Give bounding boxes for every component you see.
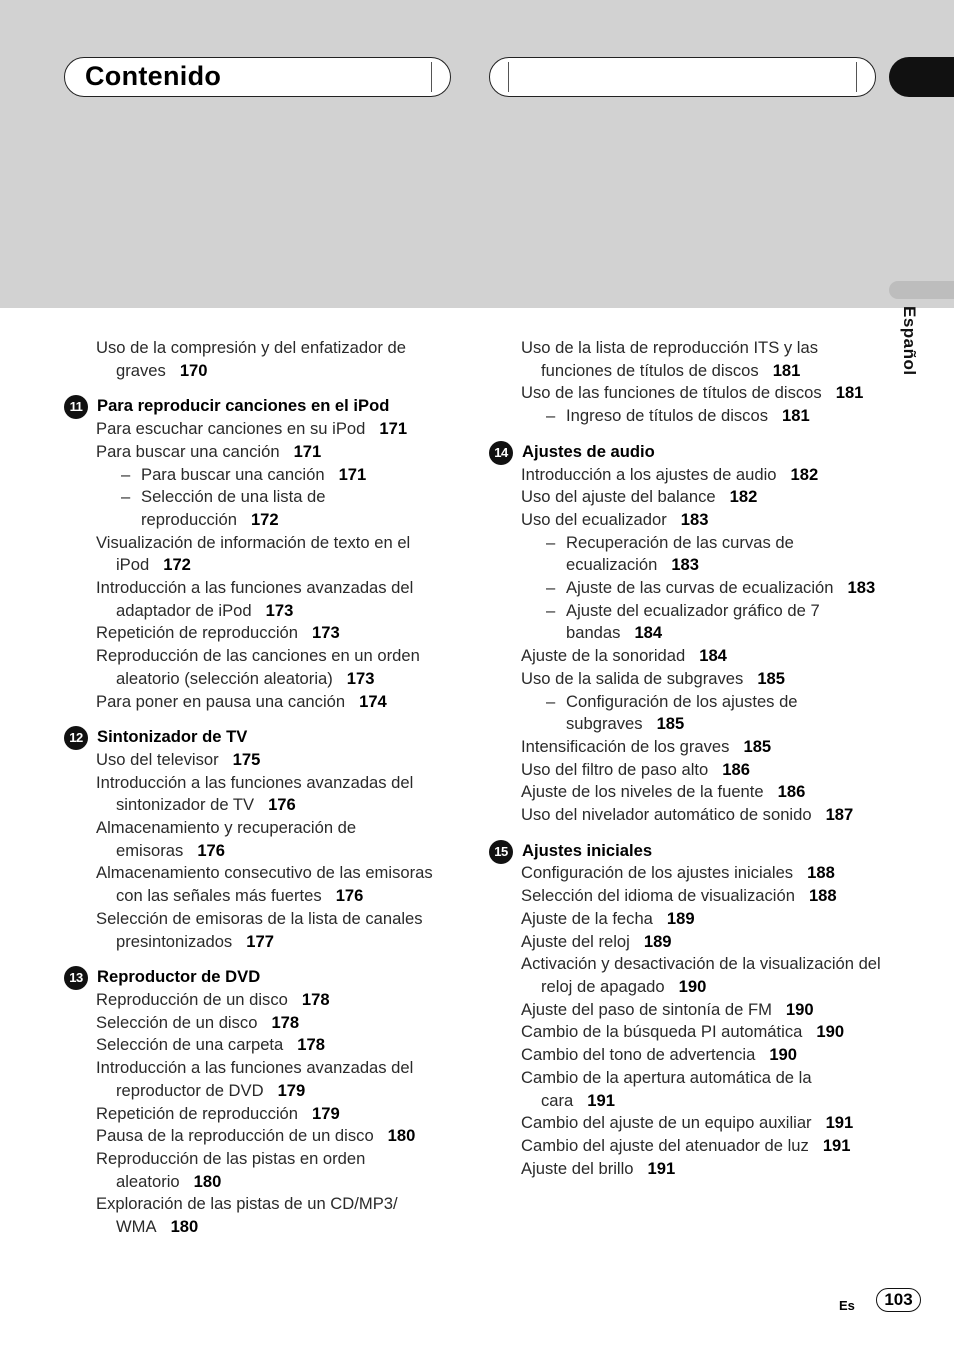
entry-page-number: 180	[387, 1126, 416, 1146]
toc-entry[interactable]	[489, 736, 881, 759]
entry-title: Repetición de reproducción	[96, 1103, 299, 1123]
entry-page-number: 187	[825, 805, 854, 825]
entry-title: Cambio del ajuste de un equipo auxiliar	[521, 1113, 812, 1133]
toc-entry[interactable]	[64, 772, 454, 817]
toc-entry[interactable]	[489, 1135, 881, 1158]
toc-entry[interactable]	[489, 1067, 881, 1112]
section-number-badge: 11	[64, 395, 88, 419]
entry-page-number: 173	[312, 623, 340, 643]
entry-title: Ajuste del paso de sintonía de FM	[521, 999, 772, 1019]
entry-title: Pausa de la reproducción de un disco	[96, 1126, 374, 1146]
entry-title: Selección de una lista de reproducción	[141, 487, 326, 529]
entry-title: Uso del ecualizador	[521, 509, 667, 529]
toc-subentry[interactable]	[64, 486, 454, 531]
entry-title: Ajuste del ecualizador gráfico de 7 bandas	[566, 600, 820, 643]
entry-title: Exploración de las pistas de un CD/MP3/ WMA	[96, 1194, 398, 1237]
section-title: Ajustes de audio	[522, 441, 655, 461]
entry-page-number: 190	[816, 1022, 845, 1042]
entry-page-number: 173	[346, 668, 375, 688]
entry-title: Ajuste de las curvas de ecualización	[566, 578, 834, 598]
entry-page-number: 190	[785, 999, 814, 1019]
entry-title: Visualización de información de texto en el iPod	[96, 532, 411, 575]
empty-header-frame	[489, 57, 876, 97]
entry-page-number: 186	[722, 759, 750, 779]
toc-entry[interactable]	[64, 645, 454, 690]
toc-right-column	[489, 337, 881, 1180]
entry-title: Selección de emisoras de la lista de canales presintonizados	[96, 908, 423, 951]
entry-title: Reproducción de las pistas en orden aleatorio	[96, 1148, 366, 1191]
entry-title: Uso del filtro de paso alto	[521, 759, 709, 779]
entry-page-number: 191	[587, 1090, 615, 1110]
toc-entry[interactable]	[489, 759, 881, 782]
footer-language-code: Es	[839, 1298, 855, 1313]
entry-title: Ingreso de títulos de discos	[566, 406, 769, 426]
entry-title: Ajuste del brillo	[521, 1158, 634, 1178]
page-title: Contenido	[85, 61, 222, 91]
entry-page-number: 179	[312, 1103, 340, 1123]
entry-page-number: 171	[379, 419, 408, 439]
entry-title: Para buscar una canción	[96, 441, 280, 461]
entry-page-number: 171	[293, 441, 322, 461]
entry-title: Activación y desactivación de la visualización del reloj de apagado	[521, 954, 881, 996]
entry-page-number: 191	[822, 1135, 851, 1155]
entry-title: Cambio de la apertura automática de la cara	[521, 1067, 812, 1110]
entry-title: Uso del nivelador automático de sonido	[521, 805, 812, 825]
toc-entry[interactable]	[489, 464, 881, 487]
entry-page-number: 182	[790, 464, 819, 484]
entry-title: Repetición de reproducción	[96, 623, 299, 643]
subentry-dash: –	[546, 406, 556, 426]
entry-page-number: 185	[743, 736, 772, 756]
toc-entry[interactable]	[489, 885, 881, 908]
toc-entry[interactable]	[489, 908, 881, 931]
entry-title: Reproducción de las canciones en un orden aleatorio (selección aleatoria)	[96, 646, 420, 688]
toc-entry[interactable]	[64, 622, 454, 645]
entry-page-number: 175	[232, 749, 261, 769]
toc-entry[interactable]	[489, 509, 881, 532]
toc-entry[interactable]	[64, 691, 454, 714]
toc-section-heading[interactable]	[489, 441, 881, 464]
entry-title: Uso de las funciones de títulos de discos	[521, 383, 822, 403]
entry-page-number: 176	[268, 795, 296, 815]
toc-entry[interactable]	[64, 862, 454, 907]
toc-entry[interactable]	[489, 382, 881, 405]
entry-page-number: 190	[769, 1045, 797, 1065]
section-number-badge: 15	[489, 840, 513, 864]
entry-page-number: 183	[847, 578, 876, 598]
entry-title: Intensificación de los graves	[521, 736, 730, 756]
entry-title: Selección de un disco	[96, 1012, 258, 1032]
subentry-dash: –	[546, 578, 556, 598]
entry-title: Para escuchar canciones en su iPod	[96, 419, 366, 439]
entry-page-number: 172	[250, 509, 279, 529]
entry-title: Uso de la compresión y del enfatizador de graves	[96, 338, 406, 380]
entry-title: Introducción a las funciones avanzadas del adaptador de iPod	[96, 578, 414, 620]
entry-title: Introducción a las funciones avanzadas del reproductor de DVD	[96, 1058, 414, 1100]
entry-title: Almacenamiento consecutivo de las emisoras con las señales más fuertes	[96, 863, 433, 906]
toc-entry[interactable]	[64, 1057, 454, 1102]
toc-entry[interactable]	[64, 1148, 454, 1193]
toc-section-heading[interactable]	[64, 395, 454, 418]
entry-title: Selección del idioma de visualización	[521, 886, 795, 906]
toc-entry[interactable]	[64, 577, 454, 622]
section-number-badge: 12	[64, 726, 88, 750]
entry-page-number: 183	[680, 509, 709, 529]
toc-entry[interactable]	[64, 1034, 454, 1057]
entry-page-number: 186	[777, 782, 806, 802]
entry-title: Para poner en pausa una canción	[96, 691, 346, 711]
toc-entry[interactable]	[64, 1193, 454, 1238]
entry-page-number: 181	[782, 406, 810, 426]
toc-entry[interactable]	[489, 781, 881, 804]
entry-page-number: 185	[757, 668, 785, 688]
entry-page-number: 173	[265, 600, 294, 620]
empty-frame-divider-right	[856, 62, 857, 92]
toc-entry[interactable]	[489, 486, 881, 509]
toc-entry[interactable]	[489, 804, 881, 827]
entry-title: Reproducción de un disco	[96, 989, 288, 1009]
entry-page-number: 183	[671, 555, 700, 575]
toc-entry[interactable]	[64, 441, 454, 464]
toc-section-heading[interactable]	[64, 726, 454, 749]
entry-title: Uso de la salida de subgraves	[521, 668, 744, 688]
toc-entry[interactable]	[64, 749, 454, 772]
entry-page-number: 184	[634, 623, 663, 643]
entry-page-number: 185	[656, 714, 685, 734]
entry-page-number: 174	[359, 691, 387, 711]
entry-title: Uso del televisor	[96, 749, 219, 769]
entry-page-number: 178	[301, 989, 330, 1009]
entry-title: Almacenamiento y recuperación de emisoras	[96, 818, 357, 860]
entry-title: Ajuste de los niveles de la fuente	[521, 782, 764, 802]
entry-page-number: 189	[666, 908, 695, 928]
entry-title: Introducción a las funciones avanzadas del sintonizador de TV	[96, 772, 414, 815]
entry-page-number: 189	[643, 931, 672, 951]
toc-entry[interactable]	[64, 908, 454, 953]
toc-entry[interactable]	[489, 645, 881, 668]
subentry-dash: –	[121, 464, 131, 484]
entry-title: Cambio de la búsqueda PI automática	[521, 1022, 803, 1042]
entry-page-number: 180	[193, 1171, 222, 1191]
entry-page-number: 182	[729, 487, 758, 507]
entry-page-number: 171	[338, 464, 367, 484]
toc-entry[interactable]	[64, 337, 454, 382]
toc-entry[interactable]	[489, 1158, 881, 1181]
entry-title: Uso del ajuste del balance	[521, 487, 716, 507]
entry-page-number: 181	[835, 383, 864, 403]
section-number-badge: 14	[489, 441, 513, 465]
entry-title: Uso de la lista de reproducción ITS y las funciones de títulos de discos	[521, 338, 818, 380]
section-title: Sintonizador de TV	[97, 727, 248, 747]
toc-subentry[interactable]	[489, 600, 881, 645]
entry-page-number: 176	[335, 886, 364, 906]
entry-page-number: 177	[246, 931, 274, 951]
entry-page-number: 191	[825, 1113, 854, 1133]
section-number-badge: 13	[64, 966, 88, 990]
entry-title: Configuración de los ajustes de subgraves	[566, 691, 798, 734]
toc-entry[interactable]	[64, 989, 454, 1012]
toc-subentry[interactable]	[489, 691, 881, 736]
entry-page-number: 181	[772, 360, 801, 380]
toc-subentry[interactable]	[489, 405, 881, 428]
empty-frame-divider-left	[508, 62, 509, 92]
toc-section-heading[interactable]	[489, 840, 881, 863]
entry-page-number: 180	[170, 1217, 199, 1237]
entry-title: Cambio del tono de advertencia	[521, 1045, 756, 1065]
subentry-dash: –	[546, 691, 556, 711]
section-tab-black	[889, 57, 954, 97]
toc-entry[interactable]	[489, 1044, 881, 1067]
entry-title: Configuración de los ajustes iniciales	[521, 863, 794, 883]
toc-entry[interactable]	[64, 1125, 454, 1148]
toc-entry[interactable]	[489, 931, 881, 954]
toc-subentry[interactable]	[489, 532, 881, 577]
entry-title: Selección de una carpeta	[96, 1035, 284, 1055]
entry-title: Para buscar una canción	[141, 464, 325, 484]
entry-page-number: 188	[808, 886, 837, 906]
subentry-dash: –	[546, 600, 556, 620]
entry-page-number: 188	[807, 863, 835, 883]
entry-title: Ajuste de la fecha	[521, 908, 653, 928]
entry-page-number: 191	[647, 1158, 676, 1178]
toc-entry[interactable]	[64, 418, 454, 441]
language-tab	[889, 281, 954, 299]
toc-left-column	[64, 337, 454, 1239]
entry-page-number: 184	[699, 646, 727, 666]
toc-section-heading[interactable]	[64, 966, 454, 989]
entry-page-number: 178	[271, 1012, 300, 1032]
toc-entry[interactable]	[489, 999, 881, 1022]
language-label: Español	[900, 306, 919, 376]
toc-entry[interactable]	[489, 953, 881, 998]
title-frame	[64, 57, 451, 97]
section-title: Ajustes iniciales	[522, 840, 653, 860]
toc-entry[interactable]	[489, 337, 881, 382]
entry-page-number: 170	[179, 360, 208, 380]
toc-entry[interactable]	[489, 1112, 881, 1135]
toc-entry[interactable]	[64, 1103, 454, 1126]
toc-entry[interactable]	[489, 862, 881, 885]
entry-page-number: 172	[163, 555, 191, 575]
subentry-dash: –	[546, 532, 556, 552]
toc-entry[interactable]	[489, 668, 881, 691]
entry-page-number: 176	[197, 840, 226, 860]
toc-entry[interactable]	[64, 1012, 454, 1035]
entry-page-number: 179	[277, 1080, 306, 1100]
toc-subentry[interactable]	[489, 577, 881, 600]
header-band	[0, 0, 954, 308]
toc-subentry[interactable]	[64, 464, 454, 487]
page-number: 103	[876, 1288, 921, 1312]
entry-title: Ajuste de la sonoridad	[521, 646, 686, 666]
entry-title: Introducción a los ajustes de audio	[521, 464, 777, 484]
toc-entry[interactable]	[489, 1021, 881, 1044]
section-title: Para reproducir canciones en el iPod	[97, 396, 390, 416]
entry-title: Recuperación de las curvas de ecualización	[566, 532, 794, 575]
entry-page-number: 190	[678, 976, 707, 996]
title-frame-divider	[431, 62, 432, 92]
section-title: Reproductor de DVD	[97, 967, 261, 987]
entry-page-number: 178	[297, 1035, 325, 1055]
entry-title: Ajuste del reloj	[521, 931, 630, 951]
toc-entry[interactable]	[64, 532, 454, 577]
toc-entry[interactable]	[64, 817, 454, 862]
entry-title: Cambio del ajuste del atenuador de luz	[521, 1135, 809, 1155]
subentry-dash: –	[121, 487, 131, 507]
